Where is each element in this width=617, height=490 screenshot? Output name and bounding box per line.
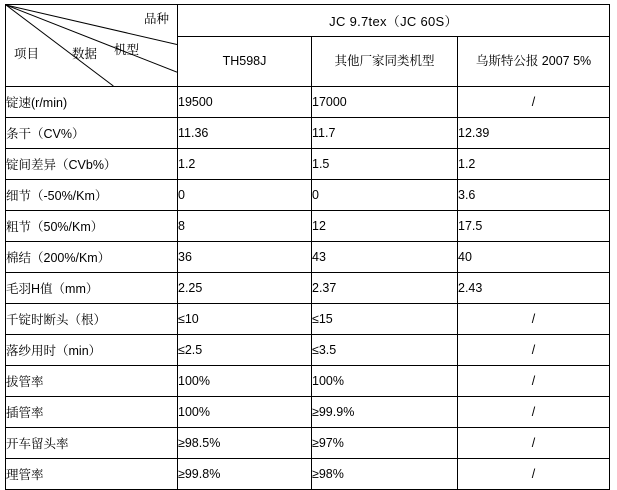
table-row <box>6 366 610 397</box>
cell-value: ≥99.9% <box>312 397 458 428</box>
cell-value: 40 <box>458 242 610 273</box>
row-label: 粗节（50%/Km） <box>6 211 178 242</box>
table-row <box>6 211 610 242</box>
column-header-2: 乌斯特公报 2007 5% <box>458 37 610 87</box>
cell-value: 2.25 <box>178 273 312 304</box>
cell-value: 1.2 <box>458 149 610 180</box>
cell-value: ≤2.5 <box>178 335 312 366</box>
table-row <box>6 149 610 180</box>
row-label: 理管率 <box>6 459 178 490</box>
cell-value: ≥98% <box>312 459 458 490</box>
cell-value: / <box>458 366 610 397</box>
cell-value: 1.2 <box>178 149 312 180</box>
cell-value: 11.7 <box>312 118 458 149</box>
row-label: 锭速(r/min) <box>6 87 178 118</box>
table-row <box>6 118 610 149</box>
cell-value: 100% <box>178 397 312 428</box>
column-header-1: 其他厂家同类机型 <box>312 37 458 87</box>
cell-value: 100% <box>312 366 458 397</box>
cell-value: 2.37 <box>312 273 458 304</box>
table-row <box>6 397 610 428</box>
spec-comparison-table <box>5 4 610 490</box>
cell-value: 12 <box>312 211 458 242</box>
cell-value: / <box>458 459 610 490</box>
row-label: 开车留头率 <box>6 428 178 459</box>
cell-value: ≤15 <box>312 304 458 335</box>
cell-value: 12.39 <box>458 118 610 149</box>
row-label: 落纱用时（min） <box>6 335 178 366</box>
cell-value: 17000 <box>312 87 458 118</box>
table-header-row-top <box>6 5 610 37</box>
table-row <box>6 87 610 118</box>
cell-value: 0 <box>178 180 312 211</box>
corner-variety-label: 品种 <box>143 12 169 26</box>
cell-value: 8 <box>178 211 312 242</box>
cell-value: ≤3.5 <box>312 335 458 366</box>
corner-data-label: 数据 <box>72 46 98 61</box>
cell-value: ≥99.8% <box>178 459 312 490</box>
cell-value: ≥98.5% <box>178 428 312 459</box>
table-row <box>6 428 610 459</box>
cell-value: ≤10 <box>178 304 312 335</box>
cell-value: 43 <box>312 242 458 273</box>
table-row <box>6 242 610 273</box>
table-row <box>6 335 610 366</box>
row-label: 千锭时断头（根） <box>6 304 178 335</box>
cell-value: 0 <box>312 180 458 211</box>
row-label: 毛羽H值（mm） <box>6 273 178 304</box>
cell-value: 2.43 <box>458 273 610 304</box>
cell-value: / <box>458 335 610 366</box>
cell-value: / <box>458 397 610 428</box>
corner-header-cell <box>6 5 178 87</box>
cell-value: / <box>458 87 610 118</box>
corner-item-label: 项目 <box>14 46 40 61</box>
row-label: 拔管率 <box>6 366 178 397</box>
cell-value: / <box>458 304 610 335</box>
row-label: 棉结（200%/Km） <box>6 242 178 273</box>
row-label: 条干（CV%） <box>6 118 178 149</box>
document-sheet <box>0 4 617 482</box>
cell-value: 19500 <box>178 87 312 118</box>
row-label: 插管率 <box>6 397 178 428</box>
table-row <box>6 459 610 490</box>
top-header-cell: JC 9.7tex（JC 60S） <box>178 5 610 37</box>
table-row <box>6 304 610 335</box>
row-label: 锭间差异（CVb%） <box>6 149 178 180</box>
cell-value: 100% <box>178 366 312 397</box>
table-row <box>6 273 610 304</box>
cell-value: 11.36 <box>178 118 312 149</box>
cell-value: 3.6 <box>458 180 610 211</box>
cell-value: / <box>458 428 610 459</box>
corner-model-label: 机型 <box>114 42 140 57</box>
column-header-0: TH598J <box>178 37 312 87</box>
cell-value: 36 <box>178 242 312 273</box>
row-label: 细节（-50%/Km） <box>6 180 178 211</box>
cell-value: 1.5 <box>312 149 458 180</box>
cell-value: ≥97% <box>312 428 458 459</box>
table-row <box>6 180 610 211</box>
cell-value: 17.5 <box>458 211 610 242</box>
